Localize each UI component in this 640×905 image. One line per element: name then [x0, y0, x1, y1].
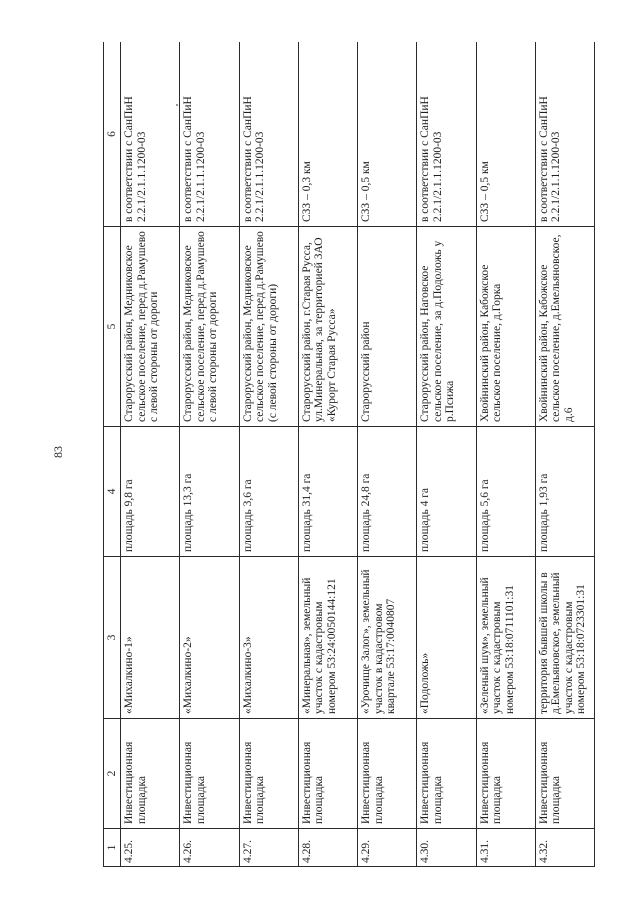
row-number: 4.30.: [417, 829, 476, 867]
site-type: Инвестиционная площадка: [298, 719, 357, 829]
row-number: 4.32.: [535, 829, 594, 867]
site-area: площадь 9,8 га: [121, 427, 180, 557]
site-name: «Минеральная», земельный участок с кадастровым номером 53:24:0050144:121: [298, 557, 357, 719]
site-area: площадь 13,3 га: [180, 427, 239, 557]
investment-sites-table: [103, 42, 595, 867]
site-name: «Михалкино-2»: [180, 557, 239, 719]
table-row: [121, 42, 180, 867]
site-name: «Зеленый шум», земельный участок с кадастровым номером 53:18:0711101:31: [476, 557, 535, 719]
site-name: «Михалкино-1»: [121, 557, 180, 719]
header-cell-5: 5: [104, 227, 121, 427]
row-number: 4.29.: [358, 829, 417, 867]
row-number: 4.25.: [121, 829, 180, 867]
site-location: Старорусский район, Медниковское сельское поселение, перед д.Рамушево с левой стороны от дороги: [180, 227, 239, 427]
site-area: площадь 5,6 га: [476, 427, 535, 557]
table-row: [298, 42, 357, 867]
table-row: [417, 42, 476, 867]
table-row: [180, 42, 239, 867]
header-cell-3: 3: [104, 557, 121, 719]
site-restriction: в соответствии с СанПиН 2.2.1/2.1.1.1200-03: [417, 42, 476, 227]
site-restriction: в соответствии с СанПиН 2.2.1/2.1.1.1200-03: [535, 42, 594, 227]
row-number: 4.28.: [298, 829, 357, 867]
table-container: [103, 42, 595, 867]
site-restriction: СЗЗ – 0,5 км: [358, 42, 417, 227]
site-location: Хвойнинский район, Кабожское сельское поселение, д.Горка: [476, 227, 535, 427]
header-cell-2: 2: [104, 719, 121, 829]
site-type: Инвестиционная площадка: [476, 719, 535, 829]
page-number: 83: [51, 446, 65, 458]
row-number: 4.26.: [180, 829, 239, 867]
site-area: площадь 4 га: [417, 427, 476, 557]
site-type: Инвестиционная площадка: [239, 719, 298, 829]
site-restriction: в соответствии с СанПиН 2.2.1/2.1.1.1200-03: [121, 42, 180, 227]
header-cell-6: 6: [104, 42, 121, 227]
site-location: Хвойнинский район, Кабожское сельское поселение, д.Емельяновское, д.6: [535, 227, 594, 427]
table-row: [535, 42, 594, 867]
header-cell-4: 4: [104, 427, 121, 557]
site-restriction: СЗЗ – 0,5 км: [476, 42, 535, 227]
site-restriction: СЗЗ – 0,3 км: [298, 42, 357, 227]
site-name: «Михалкино-3»: [239, 557, 298, 719]
site-restriction: в соответствии с СанПиН 2.2.1/2.1.1.1200-03: [180, 42, 239, 227]
header-cell-1: 1: [104, 829, 121, 867]
site-location: Старорусский район, г.Старая Русса, ул.Минеральная, за территорией ЗАО «Курорт Старая Русса»: [298, 227, 357, 427]
site-name: «Урочище Залог», земельный участок в кадастровом квартале 53:17:0040807: [358, 557, 417, 719]
table-row: [476, 42, 535, 867]
site-type: Инвестиционная площадка: [358, 719, 417, 829]
site-type: Инвестиционная площадка: [180, 719, 239, 829]
header-row: [104, 42, 121, 867]
site-area: площадь 24,8 га: [358, 427, 417, 557]
site-location: Старорусский район, Наговское сельское поселение, за д.Подоложь у р.Псижа: [417, 227, 476, 427]
table-row: [358, 42, 417, 867]
site-location: Старорусский район: [358, 227, 417, 427]
site-type: Инвестиционная площадка: [535, 719, 594, 829]
site-area: площадь 31,4 га: [298, 427, 357, 557]
table-row: [239, 42, 298, 867]
site-name: территория бывшей школы в д.Емельяновское, земельный участок с кадастровым номером 53:18:0723301:31: [535, 557, 594, 719]
row-number: 4.27.: [239, 829, 298, 867]
site-location: Старорусский район, Медниковское сельское поселение, перед д.Рамушево (с левой стороны от дороги): [239, 227, 298, 427]
row-number: 4.31.: [476, 829, 535, 867]
site-type: Инвестиционная площадка: [121, 719, 180, 829]
site-area: площадь 1,93 га: [535, 427, 594, 557]
site-area: площадь 3,6 га: [239, 427, 298, 557]
site-name: «Подоложь»: [417, 557, 476, 719]
site-restriction: в соответствии с СанПиН 2.2.1/2.1.1.1200-03: [239, 42, 298, 227]
site-type: Инвестиционная площадка: [417, 719, 476, 829]
site-location: Старорусский район, Медниковское сельское поселение, перед д.Рамушево с левой стороны от дороги: [121, 227, 180, 427]
